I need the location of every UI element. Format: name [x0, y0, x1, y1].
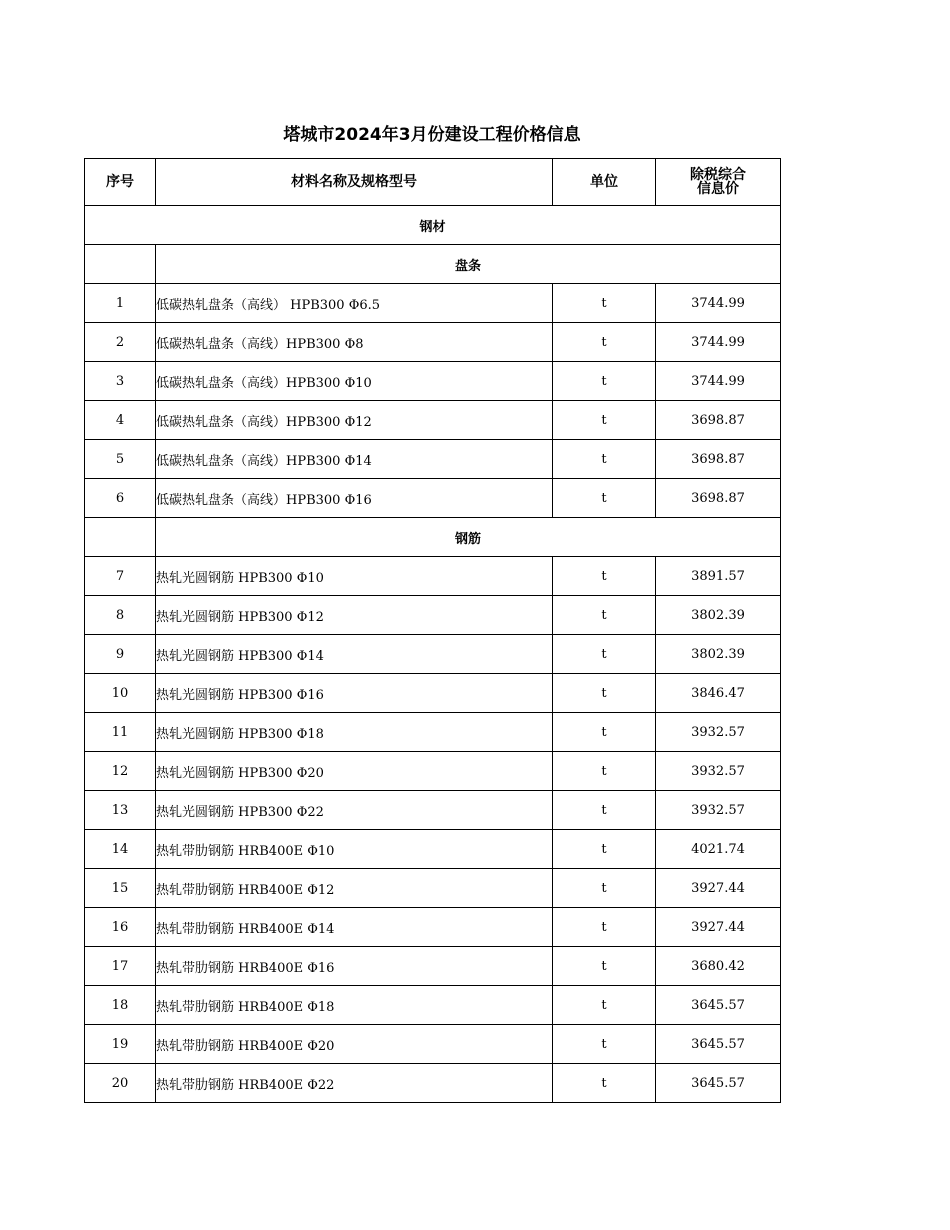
table-row: [85, 947, 781, 986]
row-unit: t: [553, 869, 656, 908]
row-price: 3932.57: [656, 752, 781, 791]
table-row: [85, 869, 781, 908]
row-index: 15: [85, 869, 156, 908]
row-unit: t: [553, 557, 656, 596]
row-name: 热轧带肋钢筋 HRB400E Φ18: [156, 986, 553, 1025]
row-price: 3680.42: [656, 947, 781, 986]
table-body: [85, 206, 781, 1103]
row-name: 热轧带肋钢筋 HRB400E Φ12: [156, 869, 553, 908]
row-unit: t: [553, 362, 656, 401]
header-price: [656, 159, 781, 206]
table-row: [85, 401, 781, 440]
table-row: [85, 1064, 781, 1103]
price-table: [84, 158, 781, 1103]
table-row: [85, 323, 781, 362]
table-row: [85, 596, 781, 635]
row-name: 热轧光圆钢筋 HPB300 Φ12: [156, 596, 553, 635]
subsection-row: [85, 518, 781, 557]
row-unit: t: [553, 1064, 656, 1103]
table-row: [85, 752, 781, 791]
section-row: [85, 206, 781, 245]
row-unit: t: [553, 713, 656, 752]
page-title: 塔城市2024年3月份建设工程价格信息: [283, 125, 581, 145]
row-name: 低碳热轧盘条（高线）HPB300 Φ8: [156, 323, 553, 362]
subsection-title: 盘条: [156, 245, 781, 284]
subsection-blank-cell: [85, 245, 156, 284]
row-unit: t: [553, 440, 656, 479]
row-index: 8: [85, 596, 156, 635]
table-row: [85, 830, 781, 869]
row-unit: t: [553, 674, 656, 713]
subsection-row: [85, 245, 781, 284]
table-row: [85, 791, 781, 830]
table-row: [85, 713, 781, 752]
row-unit: t: [553, 986, 656, 1025]
row-name: 热轧光圆钢筋 HPB300 Φ14: [156, 635, 553, 674]
row-price: 3802.39: [656, 635, 781, 674]
row-index: 4: [85, 401, 156, 440]
row-unit: t: [553, 830, 656, 869]
row-unit: t: [553, 284, 656, 323]
section-title: 钢材: [85, 206, 781, 245]
row-price: 3932.57: [656, 791, 781, 830]
table-row: [85, 986, 781, 1025]
row-price: 3846.47: [656, 674, 781, 713]
header-price-line2: 信息价: [697, 181, 739, 197]
row-unit: t: [553, 1025, 656, 1064]
header-price-line1: 除税综合: [690, 167, 746, 183]
table-header-row: [85, 159, 781, 206]
row-name: 热轧光圆钢筋 HPB300 Φ16: [156, 674, 553, 713]
row-name: 热轧带肋钢筋 HRB400E Φ10: [156, 830, 553, 869]
row-name: 热轧带肋钢筋 HRB400E Φ16: [156, 947, 553, 986]
row-name: 低碳热轧盘条（高线） HPB300 Φ6.5: [156, 284, 553, 323]
table-row: [85, 362, 781, 401]
row-price: 3744.99: [656, 362, 781, 401]
row-price: 3698.87: [656, 440, 781, 479]
row-name: 热轧光圆钢筋 HPB300 Φ18: [156, 713, 553, 752]
header-name: 材料名称及规格型号: [156, 159, 553, 206]
row-index: 5: [85, 440, 156, 479]
row-price: 3645.57: [656, 986, 781, 1025]
table-row: [85, 1025, 781, 1064]
row-name: 热轧带肋钢筋 HRB400E Φ22: [156, 1064, 553, 1103]
row-unit: t: [553, 791, 656, 830]
table-row: [85, 908, 781, 947]
table-row: [85, 674, 781, 713]
table-row: [85, 557, 781, 596]
subsection-blank-cell: [85, 518, 156, 557]
row-name: 热轧带肋钢筋 HRB400E Φ14: [156, 908, 553, 947]
row-unit: t: [553, 479, 656, 518]
row-index: 6: [85, 479, 156, 518]
row-index: 12: [85, 752, 156, 791]
header-unit: 单位: [553, 159, 656, 206]
row-unit: t: [553, 401, 656, 440]
row-index: 1: [85, 284, 156, 323]
subsection-title: 钢筋: [156, 518, 781, 557]
row-price: 3645.57: [656, 1025, 781, 1064]
row-index: 16: [85, 908, 156, 947]
header-index: 序号: [85, 159, 156, 206]
row-unit: t: [553, 323, 656, 362]
row-index: 10: [85, 674, 156, 713]
row-index: 7: [85, 557, 156, 596]
row-price: 3932.57: [656, 713, 781, 752]
row-name: 低碳热轧盘条（高线）HPB300 Φ14: [156, 440, 553, 479]
row-index: 20: [85, 1064, 156, 1103]
row-name: 热轧光圆钢筋 HPB300 Φ22: [156, 791, 553, 830]
table-row: [85, 284, 781, 323]
row-unit: t: [553, 908, 656, 947]
row-index: 9: [85, 635, 156, 674]
table-row: [85, 440, 781, 479]
row-price: 3744.99: [656, 323, 781, 362]
row-price: 3802.39: [656, 596, 781, 635]
row-name: 低碳热轧盘条（高线）HPB300 Φ16: [156, 479, 553, 518]
row-unit: t: [553, 752, 656, 791]
table-row: [85, 479, 781, 518]
row-unit: t: [553, 947, 656, 986]
row-index: 3: [85, 362, 156, 401]
row-index: 11: [85, 713, 156, 752]
row-name: 低碳热轧盘条（高线）HPB300 Φ12: [156, 401, 553, 440]
row-name: 热轧光圆钢筋 HPB300 Φ20: [156, 752, 553, 791]
table-row: [85, 635, 781, 674]
row-price: 3927.44: [656, 908, 781, 947]
row-name: 热轧光圆钢筋 HPB300 Φ10: [156, 557, 553, 596]
row-index: 19: [85, 1025, 156, 1064]
row-price: 3891.57: [656, 557, 781, 596]
row-price: 3698.87: [656, 401, 781, 440]
row-unit: t: [553, 635, 656, 674]
row-unit: t: [553, 596, 656, 635]
row-price: 3645.57: [656, 1064, 781, 1103]
row-name: 低碳热轧盘条（高线）HPB300 Φ10: [156, 362, 553, 401]
row-index: 14: [85, 830, 156, 869]
row-name: 热轧带肋钢筋 HRB400E Φ20: [156, 1025, 553, 1064]
row-price: 3927.44: [656, 869, 781, 908]
row-index: 17: [85, 947, 156, 986]
row-index: 18: [85, 986, 156, 1025]
row-price: 3744.99: [656, 284, 781, 323]
row-index: 2: [85, 323, 156, 362]
row-price: 4021.74: [656, 830, 781, 869]
row-price: 3698.87: [656, 479, 781, 518]
row-index: 13: [85, 791, 156, 830]
